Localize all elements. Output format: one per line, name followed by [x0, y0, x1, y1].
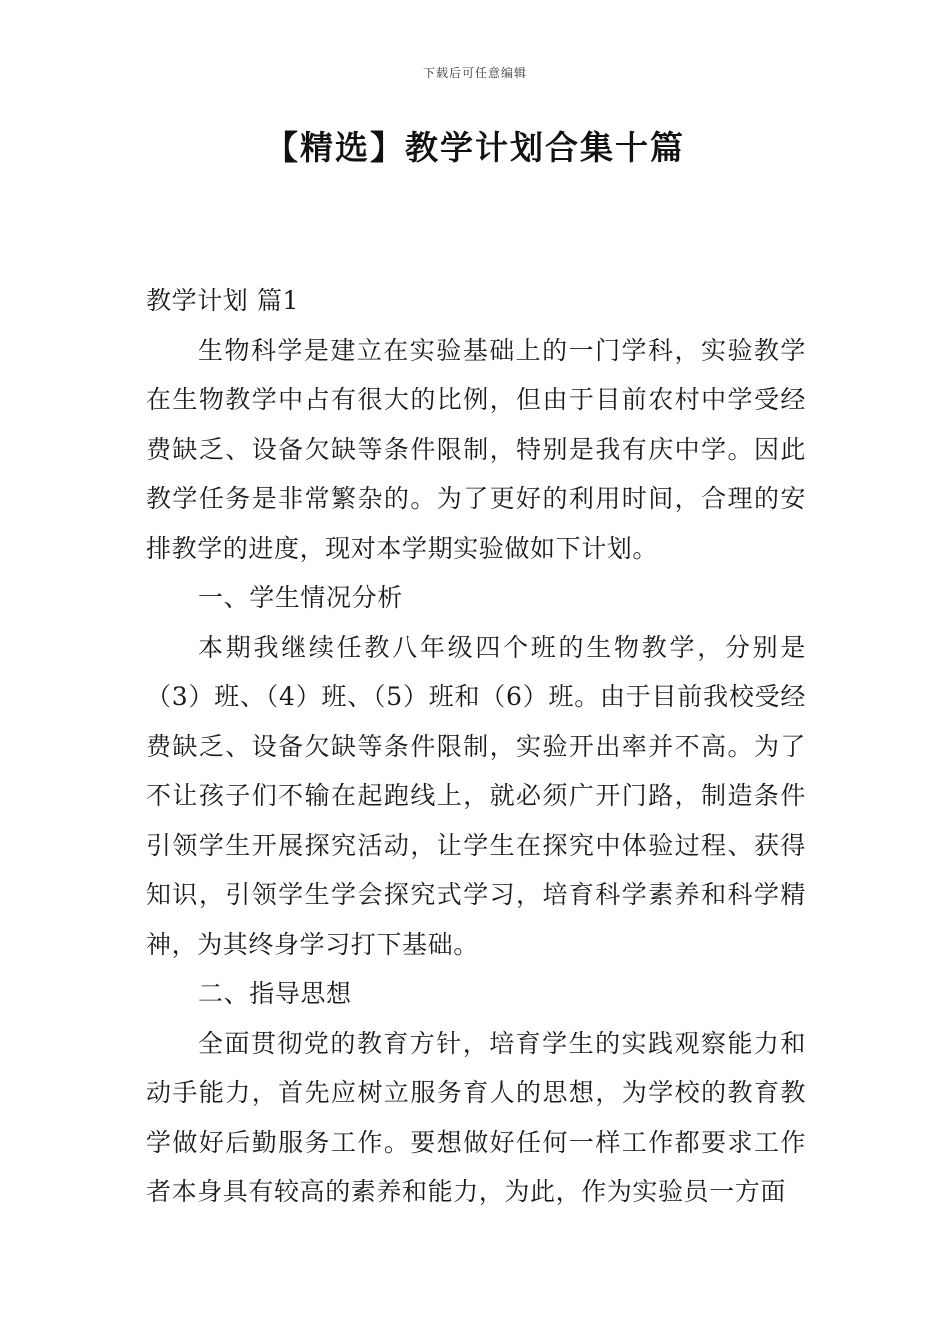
- header-note: 下载后可任意编辑: [422, 66, 527, 80]
- heading-student-analysis: 一、学生情况分析: [198, 583, 403, 612]
- document-title: 【精选】教学计划合集十篇: [265, 128, 685, 167]
- paragraph-student-analysis: 本期我继续任教八年级四个班的生物教学，分别是（3）班、（4）班、（5）班和（6）班。由于目前我校受经费缺乏、设备欠缺等条件限制，实验开出率并不高。为了不让孩子们不输在起跑线上，就必须广开门路，制造条件引领学生开展探究活动，让学生在探究中体验过程、获得知识，引领学生学会探究式学习，培育科学素养和科学精神，为其终身学习打下基础。: [146, 632, 806, 959]
- document-body: [146, 276, 806, 1217]
- paragraph-intro: 生物科学是建立在实验基础上的一门学科，实验教学在生物教学中占有很大的比例，但由于目前农村中学受经费缺乏、设备欠缺等条件限制，特别是我有庆中学。因此教学任务是非常繁杂的。为了更好的利用时间，合理的安排教学的进度，现对本学期实验做如下计划。: [146, 335, 806, 563]
- heading-guiding-thought: 二、指导思想: [198, 979, 352, 1008]
- paragraph-guiding-thought: 全面贯彻党的教育方针，培育学生的实践观察能力和动手能力，首先应树立服务育人的思想，为学校的教育教学做好后勤服务工作。要想做好任何一样工作都要求工作者本身具有较高的素养和能力，为此，作为实验员一方面: [146, 1028, 806, 1206]
- section-label: 教学计划 篇1: [146, 286, 300, 315]
